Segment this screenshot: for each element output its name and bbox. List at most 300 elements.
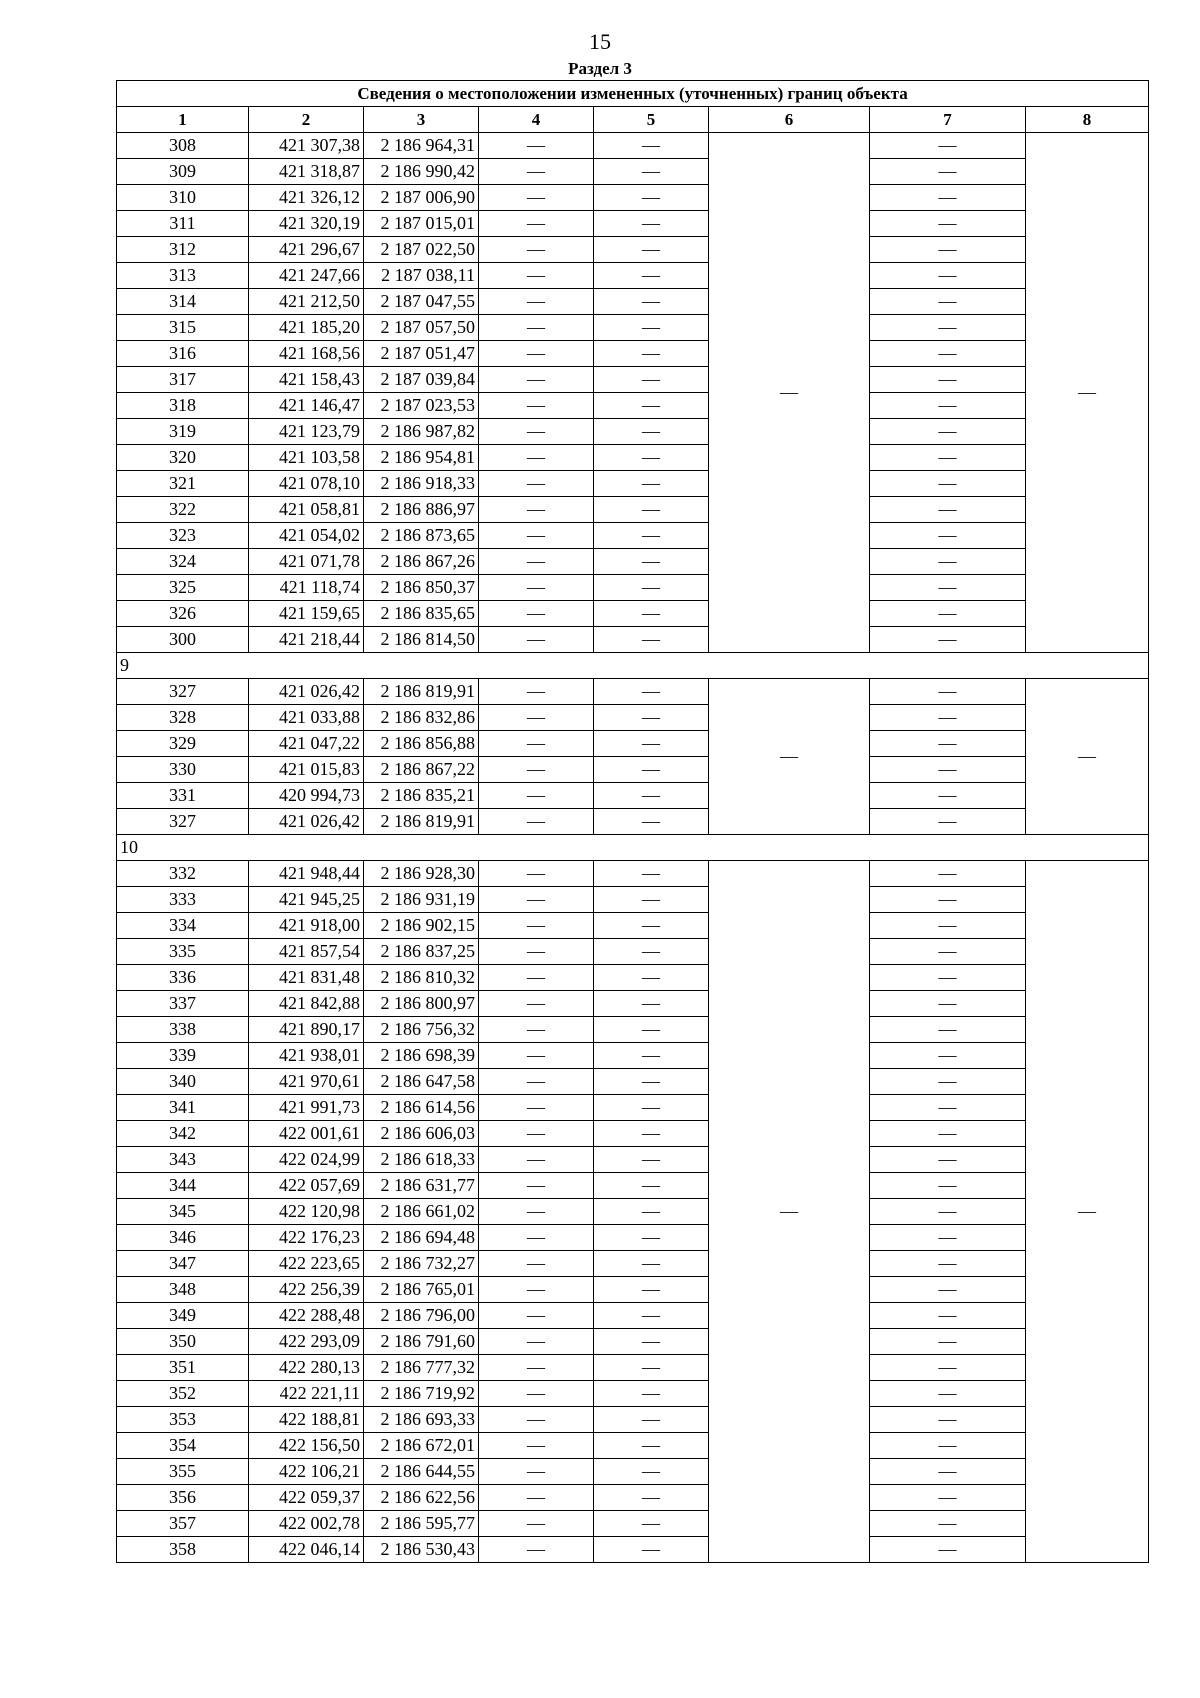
column-4-cell: — xyxy=(479,289,594,315)
column-7-cell: — xyxy=(870,523,1026,549)
column-5-cell: — xyxy=(594,627,709,653)
point-number-cell: 348 xyxy=(117,1277,249,1303)
point-number-cell: 310 xyxy=(117,185,249,211)
table-row xyxy=(117,471,1149,497)
x-coordinate-cell: 421 842,88 xyxy=(249,991,364,1017)
x-coordinate-cell: 422 059,37 xyxy=(249,1485,364,1511)
point-number-cell: 338 xyxy=(117,1017,249,1043)
table-row xyxy=(117,1095,1149,1121)
x-coordinate-cell: 422 288,48 xyxy=(249,1303,364,1329)
point-number-cell: 329 xyxy=(117,731,249,757)
x-coordinate-cell: 421 326,12 xyxy=(249,185,364,211)
column-8-merged-cell: — xyxy=(1026,679,1149,835)
column-5-cell: — xyxy=(594,1511,709,1537)
column-4-cell: — xyxy=(479,1043,594,1069)
column-4-cell: — xyxy=(479,393,594,419)
table-row xyxy=(117,1173,1149,1199)
column-5-cell: — xyxy=(594,1459,709,1485)
table-row xyxy=(117,861,1149,887)
table-row xyxy=(117,705,1149,731)
column-5-cell: — xyxy=(594,159,709,185)
y-coordinate-cell: 2 186 987,82 xyxy=(364,419,479,445)
x-coordinate-cell: 421 159,65 xyxy=(249,601,364,627)
x-coordinate-cell: 421 991,73 xyxy=(249,1095,364,1121)
column-7-cell: — xyxy=(870,341,1026,367)
column-7-cell: — xyxy=(870,497,1026,523)
column-5-cell: — xyxy=(594,315,709,341)
column-4-cell: — xyxy=(479,471,594,497)
y-coordinate-cell: 2 186 765,01 xyxy=(364,1277,479,1303)
column-5-cell: — xyxy=(594,731,709,757)
table-row xyxy=(117,965,1149,991)
point-number-cell: 350 xyxy=(117,1329,249,1355)
table-row xyxy=(117,757,1149,783)
x-coordinate-cell: 421 918,00 xyxy=(249,913,364,939)
y-coordinate-cell: 2 187 015,01 xyxy=(364,211,479,237)
column-7-cell: — xyxy=(870,731,1026,757)
y-coordinate-cell: 2 186 693,33 xyxy=(364,1407,479,1433)
table-row xyxy=(117,1043,1149,1069)
point-number-cell: 327 xyxy=(117,809,249,835)
column-5-cell: — xyxy=(594,1277,709,1303)
table-row xyxy=(117,1017,1149,1043)
x-coordinate-cell: 422 176,23 xyxy=(249,1225,364,1251)
column-4-cell: — xyxy=(479,627,594,653)
column-4-cell: — xyxy=(479,601,594,627)
x-coordinate-cell: 422 024,99 xyxy=(249,1147,364,1173)
table-row xyxy=(117,263,1149,289)
column-7-cell: — xyxy=(870,939,1026,965)
column-7-cell: — xyxy=(870,1277,1026,1303)
column-4-cell: — xyxy=(479,1355,594,1381)
column-5-cell: — xyxy=(594,1017,709,1043)
table-row xyxy=(117,367,1149,393)
x-coordinate-cell: 422 221,11 xyxy=(249,1381,364,1407)
point-number-cell: 342 xyxy=(117,1121,249,1147)
x-coordinate-cell: 421 158,43 xyxy=(249,367,364,393)
column-5-cell: — xyxy=(594,575,709,601)
column-7-cell: — xyxy=(870,1355,1026,1381)
y-coordinate-cell: 2 186 791,60 xyxy=(364,1329,479,1355)
table-row xyxy=(117,1199,1149,1225)
column-4-cell: — xyxy=(479,1147,594,1173)
column-4-cell: — xyxy=(479,1277,594,1303)
column-4-cell: — xyxy=(479,1329,594,1355)
table-row xyxy=(117,991,1149,1017)
point-number-cell: 341 xyxy=(117,1095,249,1121)
y-coordinate-cell: 2 187 039,84 xyxy=(364,367,479,393)
column-header-6: 6 xyxy=(709,107,870,133)
column-4-cell: — xyxy=(479,523,594,549)
column-4-cell: — xyxy=(479,1121,594,1147)
x-coordinate-cell: 421 118,74 xyxy=(249,575,364,601)
y-coordinate-cell: 2 186 661,02 xyxy=(364,1199,479,1225)
table-row xyxy=(117,1511,1149,1537)
column-7-cell: — xyxy=(870,1511,1026,1537)
column-5-cell: — xyxy=(594,1095,709,1121)
column-header-7: 7 xyxy=(870,107,1026,133)
column-4-cell: — xyxy=(479,237,594,263)
column-7-cell: — xyxy=(870,211,1026,237)
y-coordinate-cell: 2 187 022,50 xyxy=(364,237,479,263)
column-7-cell: — xyxy=(870,263,1026,289)
point-number-cell: 351 xyxy=(117,1355,249,1381)
x-coordinate-cell: 421 123,79 xyxy=(249,419,364,445)
x-coordinate-cell: 421 320,19 xyxy=(249,211,364,237)
group-header-row xyxy=(117,835,1149,861)
column-header-8: 8 xyxy=(1026,107,1149,133)
column-4-cell: — xyxy=(479,861,594,887)
column-5-cell: — xyxy=(594,783,709,809)
column-5-cell: — xyxy=(594,549,709,575)
column-4-cell: — xyxy=(479,1433,594,1459)
y-coordinate-cell: 2 186 614,56 xyxy=(364,1095,479,1121)
column-header-2: 2 xyxy=(249,107,364,133)
point-number-cell: 347 xyxy=(117,1251,249,1277)
column-5-cell: — xyxy=(594,705,709,731)
column-5-cell: — xyxy=(594,809,709,835)
y-coordinate-cell: 2 186 644,55 xyxy=(364,1459,479,1485)
column-7-cell: — xyxy=(870,1329,1026,1355)
point-number-cell: 309 xyxy=(117,159,249,185)
point-number-cell: 315 xyxy=(117,315,249,341)
point-number-cell: 316 xyxy=(117,341,249,367)
table-row xyxy=(117,497,1149,523)
column-7-cell: — xyxy=(870,471,1026,497)
column-5-cell: — xyxy=(594,289,709,315)
point-number-cell: 336 xyxy=(117,965,249,991)
table-row xyxy=(117,1251,1149,1277)
table-row xyxy=(117,1381,1149,1407)
point-number-cell: 328 xyxy=(117,705,249,731)
column-5-cell: — xyxy=(594,419,709,445)
table-row xyxy=(117,1121,1149,1147)
column-5-cell: — xyxy=(594,133,709,159)
column-5-cell: — xyxy=(594,1147,709,1173)
y-coordinate-cell: 2 186 530,43 xyxy=(364,1537,479,1563)
table-row xyxy=(117,133,1149,159)
table-row xyxy=(117,1303,1149,1329)
column-4-cell: — xyxy=(479,679,594,705)
point-number-cell: 358 xyxy=(117,1537,249,1563)
column-4-cell: — xyxy=(479,575,594,601)
y-coordinate-cell: 2 186 672,01 xyxy=(364,1433,479,1459)
column-4-cell: — xyxy=(479,965,594,991)
table-row xyxy=(117,601,1149,627)
column-7-cell: — xyxy=(870,549,1026,575)
column-5-cell: — xyxy=(594,1199,709,1225)
column-4-cell: — xyxy=(479,939,594,965)
point-number-cell: 353 xyxy=(117,1407,249,1433)
column-8-merged-cell: — xyxy=(1026,861,1149,1563)
column-7-cell: — xyxy=(870,1043,1026,1069)
column-7-cell: — xyxy=(870,367,1026,393)
point-number-cell: 339 xyxy=(117,1043,249,1069)
table-row xyxy=(117,1069,1149,1095)
y-coordinate-cell: 2 187 006,90 xyxy=(364,185,479,211)
column-7-cell: — xyxy=(870,861,1026,887)
column-4-cell: — xyxy=(479,497,594,523)
column-4-cell: — xyxy=(479,159,594,185)
point-number-cell: 356 xyxy=(117,1485,249,1511)
y-coordinate-cell: 2 186 606,03 xyxy=(364,1121,479,1147)
table-row xyxy=(117,783,1149,809)
column-7-cell: — xyxy=(870,1225,1026,1251)
x-coordinate-cell: 421 296,67 xyxy=(249,237,364,263)
column-5-cell: — xyxy=(594,757,709,783)
x-coordinate-cell: 421 857,54 xyxy=(249,939,364,965)
column-4-cell: — xyxy=(479,549,594,575)
column-7-cell: — xyxy=(870,289,1026,315)
table-row xyxy=(117,445,1149,471)
column-4-cell: — xyxy=(479,757,594,783)
table-row xyxy=(117,1485,1149,1511)
column-4-cell: — xyxy=(479,445,594,471)
point-number-cell: 319 xyxy=(117,419,249,445)
y-coordinate-cell: 2 186 867,22 xyxy=(364,757,479,783)
y-coordinate-cell: 2 186 814,50 xyxy=(364,627,479,653)
y-coordinate-cell: 2 186 850,37 xyxy=(364,575,479,601)
column-7-cell: — xyxy=(870,1069,1026,1095)
column-5-cell: — xyxy=(594,497,709,523)
y-coordinate-cell: 2 186 837,25 xyxy=(364,939,479,965)
x-coordinate-cell: 421 212,50 xyxy=(249,289,364,315)
table-row xyxy=(117,809,1149,835)
column-5-cell: — xyxy=(594,1225,709,1251)
table-row xyxy=(117,913,1149,939)
table-row xyxy=(117,549,1149,575)
column-7-cell: — xyxy=(870,1407,1026,1433)
column-5-cell: — xyxy=(594,393,709,419)
point-number-cell: 345 xyxy=(117,1199,249,1225)
column-4-cell: — xyxy=(479,1199,594,1225)
x-coordinate-cell: 421 945,25 xyxy=(249,887,364,913)
column-7-cell: — xyxy=(870,1121,1026,1147)
table-row xyxy=(117,731,1149,757)
y-coordinate-cell: 2 186 647,58 xyxy=(364,1069,479,1095)
x-coordinate-cell: 422 046,14 xyxy=(249,1537,364,1563)
column-5-cell: — xyxy=(594,913,709,939)
x-coordinate-cell: 421 185,20 xyxy=(249,315,364,341)
group-header-row xyxy=(117,653,1149,679)
column-4-cell: — xyxy=(479,1303,594,1329)
column-5-cell: — xyxy=(594,367,709,393)
x-coordinate-cell: 422 001,61 xyxy=(249,1121,364,1147)
column-7-cell: — xyxy=(870,1459,1026,1485)
column-4-cell: — xyxy=(479,185,594,211)
x-coordinate-cell: 421 078,10 xyxy=(249,471,364,497)
column-4-cell: — xyxy=(479,367,594,393)
column-8-merged-cell: — xyxy=(1026,133,1149,653)
x-coordinate-cell: 421 146,47 xyxy=(249,393,364,419)
x-coordinate-cell: 421 307,38 xyxy=(249,133,364,159)
group-label: 10 xyxy=(117,835,1149,861)
y-coordinate-cell: 2 186 856,88 xyxy=(364,731,479,757)
column-7-cell: — xyxy=(870,1485,1026,1511)
y-coordinate-cell: 2 186 800,97 xyxy=(364,991,479,1017)
column-5-cell: — xyxy=(594,1173,709,1199)
x-coordinate-cell: 421 890,17 xyxy=(249,1017,364,1043)
y-coordinate-cell: 2 186 698,39 xyxy=(364,1043,479,1069)
point-number-cell: 322 xyxy=(117,497,249,523)
y-coordinate-cell: 2 186 810,32 xyxy=(364,965,479,991)
y-coordinate-cell: 2 186 819,91 xyxy=(364,679,479,705)
x-coordinate-cell: 421 058,81 xyxy=(249,497,364,523)
point-number-cell: 314 xyxy=(117,289,249,315)
y-coordinate-cell: 2 186 835,65 xyxy=(364,601,479,627)
column-6-merged-cell: — xyxy=(709,679,870,835)
column-5-cell: — xyxy=(594,1069,709,1095)
column-7-cell: — xyxy=(870,315,1026,341)
point-number-cell: 334 xyxy=(117,913,249,939)
column-5-cell: — xyxy=(594,471,709,497)
column-4-cell: — xyxy=(479,1381,594,1407)
column-4-cell: — xyxy=(479,1537,594,1563)
point-number-cell: 335 xyxy=(117,939,249,965)
y-coordinate-cell: 2 186 886,97 xyxy=(364,497,479,523)
table-row xyxy=(117,575,1149,601)
point-number-cell: 354 xyxy=(117,1433,249,1459)
y-coordinate-cell: 2 186 918,33 xyxy=(364,471,479,497)
y-coordinate-cell: 2 186 964,31 xyxy=(364,133,479,159)
column-5-cell: — xyxy=(594,861,709,887)
column-5-cell: — xyxy=(594,601,709,627)
x-coordinate-cell: 422 106,21 xyxy=(249,1459,364,1485)
y-coordinate-cell: 2 186 873,65 xyxy=(364,523,479,549)
column-4-cell: — xyxy=(479,809,594,835)
point-number-cell: 355 xyxy=(117,1459,249,1485)
column-4-cell: — xyxy=(479,783,594,809)
column-6-merged-cell: — xyxy=(709,133,870,653)
y-coordinate-cell: 2 187 057,50 xyxy=(364,315,479,341)
section-title: Раздел 3 xyxy=(568,59,632,78)
column-7-cell: — xyxy=(870,159,1026,185)
column-4-cell: — xyxy=(479,991,594,1017)
column-7-cell: — xyxy=(870,887,1026,913)
x-coordinate-cell: 422 156,50 xyxy=(249,1433,364,1459)
x-coordinate-cell: 421 047,22 xyxy=(249,731,364,757)
column-5-cell: — xyxy=(594,965,709,991)
table-row xyxy=(117,419,1149,445)
column-header-5: 5 xyxy=(594,107,709,133)
column-header-3: 3 xyxy=(364,107,479,133)
column-7-cell: — xyxy=(870,627,1026,653)
column-5-cell: — xyxy=(594,1329,709,1355)
point-number-cell: 317 xyxy=(117,367,249,393)
boundary-coordinates-table xyxy=(116,80,1149,1563)
x-coordinate-cell: 421 103,58 xyxy=(249,445,364,471)
point-number-cell: 324 xyxy=(117,549,249,575)
column-7-cell: — xyxy=(870,575,1026,601)
table-row xyxy=(117,1459,1149,1485)
x-coordinate-cell: 422 223,65 xyxy=(249,1251,364,1277)
column-5-cell: — xyxy=(594,1407,709,1433)
column-7-cell: — xyxy=(870,601,1026,627)
column-4-cell: — xyxy=(479,1251,594,1277)
table-row xyxy=(117,887,1149,913)
column-7-cell: — xyxy=(870,679,1026,705)
column-header-1: 1 xyxy=(117,107,249,133)
column-5-cell: — xyxy=(594,1433,709,1459)
x-coordinate-cell: 421 026,42 xyxy=(249,679,364,705)
point-number-cell: 330 xyxy=(117,757,249,783)
column-7-cell: — xyxy=(870,237,1026,263)
y-coordinate-cell: 2 186 832,86 xyxy=(364,705,479,731)
point-number-cell: 327 xyxy=(117,679,249,705)
table-row xyxy=(117,341,1149,367)
x-coordinate-cell: 422 002,78 xyxy=(249,1511,364,1537)
column-4-cell: — xyxy=(479,1069,594,1095)
point-number-cell: 337 xyxy=(117,991,249,1017)
point-number-cell: 333 xyxy=(117,887,249,913)
point-number-cell: 346 xyxy=(117,1225,249,1251)
y-coordinate-cell: 2 186 618,33 xyxy=(364,1147,479,1173)
y-coordinate-cell: 2 186 777,32 xyxy=(364,1355,479,1381)
column-4-cell: — xyxy=(479,731,594,757)
x-coordinate-cell: 422 256,39 xyxy=(249,1277,364,1303)
y-coordinate-cell: 2 186 954,81 xyxy=(364,445,479,471)
x-coordinate-cell: 421 970,61 xyxy=(249,1069,364,1095)
table-row xyxy=(117,289,1149,315)
column-5-cell: — xyxy=(594,341,709,367)
table-row xyxy=(117,185,1149,211)
column-7-cell: — xyxy=(870,783,1026,809)
column-7-cell: — xyxy=(870,1147,1026,1173)
column-5-cell: — xyxy=(594,1121,709,1147)
column-7-cell: — xyxy=(870,185,1026,211)
y-coordinate-cell: 2 186 622,56 xyxy=(364,1485,479,1511)
x-coordinate-cell: 422 120,98 xyxy=(249,1199,364,1225)
table-row xyxy=(117,1355,1149,1381)
y-coordinate-cell: 2 186 719,92 xyxy=(364,1381,479,1407)
column-7-cell: — xyxy=(870,1251,1026,1277)
column-5-cell: — xyxy=(594,185,709,211)
column-4-cell: — xyxy=(479,1095,594,1121)
table-row xyxy=(117,393,1149,419)
x-coordinate-cell: 422 057,69 xyxy=(249,1173,364,1199)
point-number-cell: 343 xyxy=(117,1147,249,1173)
y-coordinate-cell: 2 186 928,30 xyxy=(364,861,479,887)
column-7-cell: — xyxy=(870,393,1026,419)
column-7-cell: — xyxy=(870,757,1026,783)
x-coordinate-cell: 420 994,73 xyxy=(249,783,364,809)
y-coordinate-cell: 2 186 931,19 xyxy=(364,887,479,913)
x-coordinate-cell: 421 168,56 xyxy=(249,341,364,367)
column-4-cell: — xyxy=(479,1407,594,1433)
y-coordinate-cell: 2 186 990,42 xyxy=(364,159,479,185)
point-number-cell: 313 xyxy=(117,263,249,289)
x-coordinate-cell: 421 948,44 xyxy=(249,861,364,887)
column-5-cell: — xyxy=(594,1043,709,1069)
column-4-cell: — xyxy=(479,315,594,341)
y-coordinate-cell: 2 186 732,27 xyxy=(364,1251,479,1277)
column-5-cell: — xyxy=(594,1485,709,1511)
x-coordinate-cell: 421 218,44 xyxy=(249,627,364,653)
column-5-cell: — xyxy=(594,237,709,263)
point-number-cell: 340 xyxy=(117,1069,249,1095)
x-coordinate-cell: 422 293,09 xyxy=(249,1329,364,1355)
table-row xyxy=(117,237,1149,263)
y-coordinate-cell: 2 187 023,53 xyxy=(364,393,479,419)
table-row xyxy=(117,939,1149,965)
column-4-cell: — xyxy=(479,1225,594,1251)
column-header-4: 4 xyxy=(479,107,594,133)
x-coordinate-cell: 421 015,83 xyxy=(249,757,364,783)
column-4-cell: — xyxy=(479,1511,594,1537)
column-4-cell: — xyxy=(479,913,594,939)
column-4-cell: — xyxy=(479,1459,594,1485)
column-7-cell: — xyxy=(870,991,1026,1017)
